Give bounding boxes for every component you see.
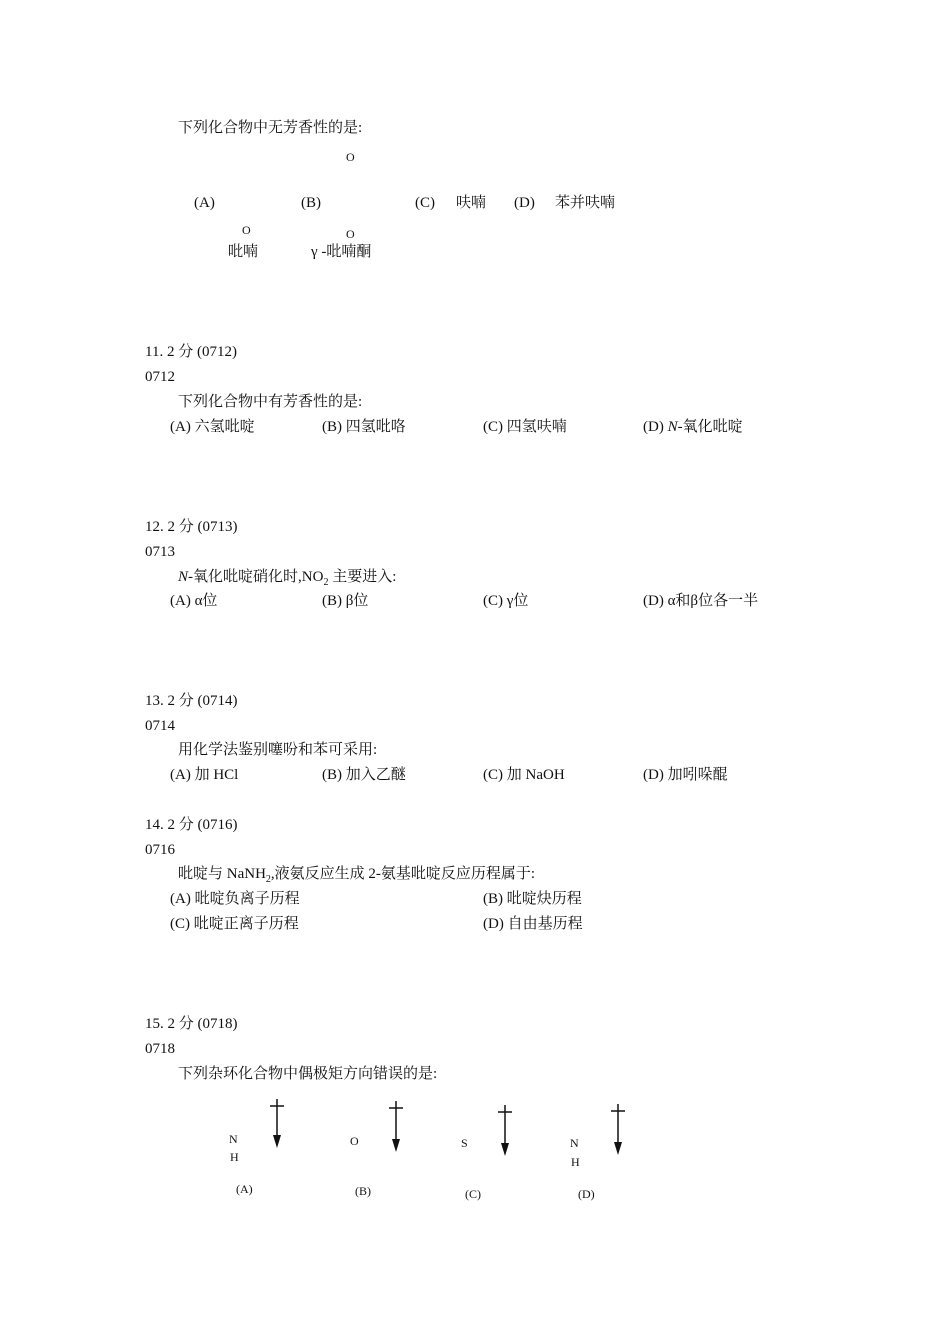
q15-b-caption: (B) bbox=[355, 1184, 371, 1198]
q10-structure-a-name: 吡喃 bbox=[228, 244, 259, 260]
q10-structure-b-label-o: O bbox=[346, 227, 355, 241]
q12-stem-part-b: 主要进入: bbox=[328, 569, 397, 585]
q10-option-d-text: 苯并呋喃 bbox=[555, 195, 616, 211]
q15-stem: 下列杂环化合物中偶极矩方向错误的是: bbox=[178, 1066, 438, 1082]
q15-header: 15. 2 分 (0718) bbox=[145, 1016, 238, 1032]
q13-option-b[interactable]: (B) 加入乙醚 bbox=[322, 767, 406, 783]
q15-d-atom-n: N bbox=[570, 1136, 579, 1150]
q12-option-c[interactable]: (C) γ位 bbox=[483, 593, 529, 609]
q15-d-atom-h: H bbox=[571, 1155, 580, 1169]
q11-option-d-rest: -氧化吡啶 bbox=[677, 419, 743, 435]
q13-option-d[interactable]: (D) 加吲哚醌 bbox=[643, 767, 728, 783]
q15-a-caption: (A) bbox=[236, 1182, 253, 1196]
q13-option-a[interactable]: (A) 加 HCl bbox=[170, 767, 239, 783]
q13-header: 13. 2 分 (0714) bbox=[145, 693, 238, 709]
q11-option-b[interactable]: (B) 四氢吡咯 bbox=[322, 419, 406, 435]
q12-stem-part-a: -氧化吡啶硝化时,NO bbox=[188, 569, 324, 585]
q11-option-d[interactable] bbox=[643, 420, 743, 435]
q13-option-c[interactable]: (C) 加 NaOH bbox=[483, 767, 565, 783]
q14-stem-subscript: 2 bbox=[265, 874, 271, 885]
q10-option-c[interactable]: (C) bbox=[415, 195, 435, 211]
q12-stem-subscript: 2 bbox=[323, 577, 329, 588]
q15-d-dipole-arrow-icon bbox=[608, 1102, 628, 1154]
q15-a-dipole-arrow-icon bbox=[267, 1097, 287, 1147]
q15-d-caption: (D) bbox=[578, 1187, 595, 1201]
q10-structure-label-o: O bbox=[346, 150, 355, 164]
q15-a-atom-n: N bbox=[229, 1132, 238, 1146]
q12-option-b[interactable]: (B) β位 bbox=[322, 593, 369, 609]
q15-b-dipole-arrow-icon bbox=[386, 1099, 406, 1151]
q10-option-b[interactable]: (B) bbox=[301, 195, 321, 211]
q10-option-c-text: 呋喃 bbox=[456, 195, 487, 211]
q14-stem bbox=[178, 867, 535, 885]
q14-stem-part-a: 吡啶与 NaNH bbox=[178, 866, 266, 882]
q11-stem: 下列化合物中有芳香性的是: bbox=[178, 394, 363, 410]
q10-stem: 下列化合物中无芳香性的是: bbox=[178, 120, 363, 136]
q11-code: 0712 bbox=[145, 369, 175, 385]
q12-stem bbox=[178, 570, 396, 588]
q12-option-a[interactable]: (A) α位 bbox=[170, 593, 218, 609]
q15-b-atom-o: O bbox=[350, 1134, 359, 1148]
q14-code: 0716 bbox=[145, 842, 175, 858]
q10-structure-a-label-o: O bbox=[242, 223, 251, 237]
q15-c-atom-s: S bbox=[461, 1136, 468, 1150]
q14-option-b[interactable]: (B) 吡啶炔历程 bbox=[483, 891, 582, 907]
q15-c-dipole-arrow-icon bbox=[495, 1103, 515, 1155]
q11-option-c[interactable]: (C) 四氢呋喃 bbox=[483, 419, 567, 435]
q14-option-a[interactable]: (A) 吡啶负离子历程 bbox=[170, 891, 300, 907]
q10-option-d[interactable]: (D) bbox=[514, 195, 535, 211]
q12-option-d[interactable]: (D) α和β位各一半 bbox=[643, 593, 759, 609]
q12-stem-italic: N bbox=[178, 569, 189, 585]
q11-option-a[interactable]: (A) 六氢吡啶 bbox=[170, 419, 255, 435]
q15-c-caption: (C) bbox=[465, 1187, 481, 1201]
q14-option-c[interactable]: (C) 吡啶正离子历程 bbox=[170, 916, 299, 932]
q12-header: 12. 2 分 (0713) bbox=[145, 519, 238, 535]
q14-header: 14. 2 分 (0716) bbox=[145, 817, 238, 833]
q12-code: 0713 bbox=[145, 544, 175, 560]
q11-header: 11. 2 分 (0712) bbox=[145, 344, 237, 360]
q15-a-atom-h: H bbox=[230, 1150, 239, 1164]
q11-option-d-italic: N bbox=[667, 419, 678, 435]
q14-option-d[interactable]: (D) 自由基历程 bbox=[483, 916, 583, 932]
q10-structure-b-name: γ -吡喃酮 bbox=[311, 244, 372, 260]
q15-code: 0718 bbox=[145, 1041, 175, 1057]
q13-code: 0714 bbox=[145, 718, 175, 734]
q10-option-a[interactable]: (A) bbox=[194, 195, 215, 211]
q14-stem-part-b: ,液氨反应生成 2-氨基吡啶反应历程属于: bbox=[270, 866, 536, 882]
q11-option-d-prefix: (D) bbox=[643, 419, 668, 435]
q13-stem: 用化学法鉴别噻吩和苯可采用: bbox=[178, 742, 378, 758]
